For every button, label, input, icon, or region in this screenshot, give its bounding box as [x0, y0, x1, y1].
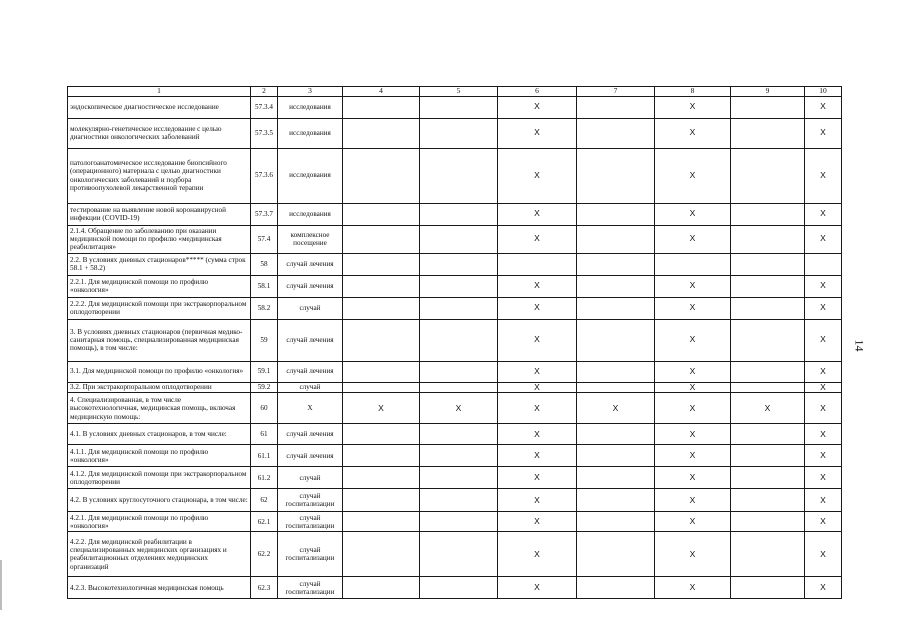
value-cell-col7: [577, 467, 655, 489]
value-cell-col5: [420, 118, 498, 148]
row-name-cell: эндоскопическое диагностическое исследование: [68, 96, 251, 118]
value-cell-col9: X: [731, 393, 805, 424]
value-cell-col4: [343, 512, 420, 532]
value-cell-col8: X: [655, 319, 731, 361]
value-cell-col7: [577, 577, 655, 599]
row-code-cell: 58.2: [251, 297, 278, 319]
column-header: 5: [420, 87, 498, 97]
column-header: 10: [805, 87, 842, 97]
value-cell-col6: X: [498, 96, 577, 118]
value-cell-col7: [577, 225, 655, 253]
value-cell-col5: X: [420, 393, 498, 424]
value-cell-col10: X: [805, 393, 842, 424]
value-cell-col8: X: [655, 424, 731, 445]
value-cell-col8: X: [655, 489, 731, 512]
value-cell-col8: X: [655, 445, 731, 467]
column-header: 2: [251, 87, 278, 97]
value-cell-col10: X: [805, 148, 842, 203]
row-name-cell: тестирование на выявление новой коронавирусной инфекции (COVID-19): [68, 203, 251, 225]
value-cell-col9: [731, 96, 805, 118]
value-cell-col10: X: [805, 467, 842, 489]
row-unit-cell: случай лечения: [278, 253, 343, 275]
column-header: 8: [655, 87, 731, 97]
row-unit-cell: случай лечения: [278, 361, 343, 382]
value-cell-col9: [731, 512, 805, 532]
value-cell-col7: [577, 253, 655, 275]
row-unit-cell: случай госпитализации: [278, 512, 343, 532]
row-unit-cell: X: [278, 393, 343, 424]
value-cell-col10: X: [805, 445, 842, 467]
row-name-cell: 4.1. В условиях дневных стационаров, в том числе:: [68, 424, 251, 445]
value-cell-col10: X: [805, 225, 842, 253]
value-cell-col10: X: [805, 275, 842, 297]
value-cell-col7: X: [577, 393, 655, 424]
value-cell-col10: X: [805, 297, 842, 319]
row-unit-cell: исследования: [278, 148, 343, 203]
value-cell-col10: X: [805, 382, 842, 393]
value-cell-col9: [731, 203, 805, 225]
value-cell-col4: [343, 297, 420, 319]
row-code-cell: 62.2: [251, 532, 278, 577]
column-header: 7: [577, 87, 655, 97]
value-cell-col9: [731, 382, 805, 393]
value-cell-col8: X: [655, 96, 731, 118]
column-number-row: [68, 87, 842, 97]
value-cell-col7: [577, 275, 655, 297]
row-code-cell: 62.1: [251, 512, 278, 532]
value-cell-col7: [577, 445, 655, 467]
value-cell-col4: [343, 118, 420, 148]
value-cell-col5: [420, 424, 498, 445]
value-cell-col8: X: [655, 225, 731, 253]
row-code-cell: 61.1: [251, 445, 278, 467]
value-cell-col5: [420, 445, 498, 467]
row-code-cell: 59.2: [251, 382, 278, 393]
value-cell-col5: [420, 361, 498, 382]
table-row: [68, 148, 842, 203]
row-unit-cell: случай лечения: [278, 319, 343, 361]
value-cell-col4: [343, 148, 420, 203]
value-cell-col7: [577, 361, 655, 382]
value-cell-col10: X: [805, 361, 842, 382]
row-name-cell: молекулярно-генетическое исследование с целью диагностики онкологических заболеваний: [68, 118, 251, 148]
value-cell-col6: X: [498, 203, 577, 225]
value-cell-col9: [731, 118, 805, 148]
value-cell-col6: X: [498, 148, 577, 203]
row-unit-cell: случай: [278, 467, 343, 489]
value-cell-col7: [577, 118, 655, 148]
value-cell-col7: [577, 532, 655, 577]
value-cell-col9: [731, 361, 805, 382]
value-cell-col7: [577, 297, 655, 319]
scan-edge-mark: [0, 560, 2, 610]
table-row: [68, 512, 842, 532]
value-cell-col10: X: [805, 96, 842, 118]
table-row: [68, 96, 842, 118]
value-cell-col6: [498, 253, 577, 275]
value-cell-col6: X: [498, 489, 577, 512]
table-row: [68, 297, 842, 319]
row-code-cell: 60: [251, 393, 278, 424]
value-cell-col4: [343, 275, 420, 297]
row-name-cell: 2.2.2. Для медицинской помощи при экстракорпоральном оплодотворении: [68, 297, 251, 319]
value-cell-col4: [343, 319, 420, 361]
row-name-cell: 4.1.1. Для медицинской помощи по профилю «онкология»: [68, 445, 251, 467]
column-header: 4: [343, 87, 420, 97]
value-cell-col6: X: [498, 577, 577, 599]
table-row: [68, 424, 842, 445]
value-cell-col9: [731, 225, 805, 253]
value-cell-col8: X: [655, 382, 731, 393]
value-cell-col4: [343, 467, 420, 489]
column-header: 1: [68, 87, 251, 97]
value-cell-col4: [343, 489, 420, 512]
value-cell-col5: [420, 203, 498, 225]
value-cell-col5: [420, 577, 498, 599]
value-cell-col10: X: [805, 512, 842, 532]
value-cell-col4: [343, 361, 420, 382]
value-cell-col8: X: [655, 361, 731, 382]
row-unit-cell: случай лечения: [278, 445, 343, 467]
table-row: [68, 319, 842, 361]
value-cell-col9: [731, 148, 805, 203]
value-cell-col9: [731, 319, 805, 361]
value-cell-col7: [577, 96, 655, 118]
value-cell-col4: [343, 203, 420, 225]
column-header: 3: [278, 87, 343, 97]
row-name-cell: патологоанатомическое исследование биопсийного (операционного) материала с целью диагностики онкологических заболеваний и подбора противоопухолевой лекарственной терапии: [68, 148, 251, 203]
value-cell-col8: X: [655, 118, 731, 148]
value-cell-col8: X: [655, 203, 731, 225]
value-cell-col4: [343, 96, 420, 118]
table-row: [68, 393, 842, 424]
table-row: [68, 203, 842, 225]
value-cell-col4: [343, 532, 420, 577]
value-cell-col8: X: [655, 512, 731, 532]
value-cell-col10: [805, 253, 842, 275]
value-cell-col5: [420, 467, 498, 489]
value-cell-col8: X: [655, 467, 731, 489]
row-code-cell: 59: [251, 319, 278, 361]
row-unit-cell: случай: [278, 382, 343, 393]
value-cell-col9: [731, 445, 805, 467]
table-row: [68, 532, 842, 577]
value-cell-col4: [343, 225, 420, 253]
value-cell-col5: [420, 225, 498, 253]
column-header: 9: [731, 87, 805, 97]
row-code-cell: 58: [251, 253, 278, 275]
value-cell-col7: [577, 319, 655, 361]
value-cell-col7: [577, 203, 655, 225]
value-cell-col5: [420, 489, 498, 512]
row-name-cell: 4. Специализированная, в том числе высокотехнологичная, медицинская помощь, включая медицинскую помощь:: [68, 393, 251, 424]
value-cell-col6: X: [498, 393, 577, 424]
row-unit-cell: случай госпитализации: [278, 532, 343, 577]
value-cell-col8: [655, 253, 731, 275]
row-unit-cell: случай госпитализации: [278, 577, 343, 599]
value-cell-col6: X: [498, 424, 577, 445]
value-cell-col8: X: [655, 275, 731, 297]
row-unit-cell: исследования: [278, 96, 343, 118]
value-cell-col5: [420, 253, 498, 275]
row-code-cell: 61: [251, 424, 278, 445]
value-cell-col6: X: [498, 118, 577, 148]
row-name-cell: 3.2. При экстракорпоральном оплодотворении: [68, 382, 251, 393]
value-cell-col6: X: [498, 225, 577, 253]
value-cell-col8: X: [655, 577, 731, 599]
row-code-cell: 57.3.5: [251, 118, 278, 148]
row-name-cell: 3.1. Для медицинской помощи по профилю «онкология»: [68, 361, 251, 382]
value-cell-col7: [577, 424, 655, 445]
row-name-cell: 2.2.1. Для медицинской помощи по профилю «онкология»: [68, 275, 251, 297]
value-cell-col9: [731, 467, 805, 489]
value-cell-col6: X: [498, 467, 577, 489]
row-name-cell: 4.2. В условиях круглосуточного стационара, в том числе:: [68, 489, 251, 512]
value-cell-col10: X: [805, 532, 842, 577]
value-cell-col8: X: [655, 532, 731, 577]
table-row: [68, 275, 842, 297]
value-cell-col10: X: [805, 118, 842, 148]
value-cell-col9: [731, 489, 805, 512]
table-row: [68, 445, 842, 467]
value-cell-col6: X: [498, 319, 577, 361]
value-cell-col7: [577, 148, 655, 203]
row-name-cell: 2.1.4. Обращение по заболеванию при оказании медицинской помощи по профилю «медицинская реабилитация»: [68, 225, 251, 253]
table-row: [68, 467, 842, 489]
value-cell-col4: [343, 577, 420, 599]
value-cell-col9: [731, 532, 805, 577]
row-code-cell: 57.3.6: [251, 148, 278, 203]
value-cell-col8: X: [655, 393, 731, 424]
value-cell-col10: X: [805, 319, 842, 361]
row-code-cell: 62: [251, 489, 278, 512]
row-code-cell: 62.3: [251, 577, 278, 599]
value-cell-col7: [577, 489, 655, 512]
value-cell-col5: [420, 512, 498, 532]
value-cell-col4: [343, 382, 420, 393]
value-cell-col6: X: [498, 297, 577, 319]
value-cell-col5: [420, 532, 498, 577]
row-name-cell: 4.2.2. Для медицинской реабилитации в специализированных медицинских организациях и реабилитационных отделениях медицинских организаций: [68, 532, 251, 577]
value-cell-col7: [577, 382, 655, 393]
row-name-cell: 4.1.2. Для медицинской помощи при экстракорпоральном оплодотворении: [68, 467, 251, 489]
value-cell-col8: X: [655, 148, 731, 203]
value-cell-col10: X: [805, 424, 842, 445]
value-cell-col9: [731, 275, 805, 297]
value-cell-col9: [731, 577, 805, 599]
table-row: [68, 577, 842, 599]
row-unit-cell: случай лечения: [278, 275, 343, 297]
value-cell-col6: X: [498, 361, 577, 382]
value-cell-col5: [420, 148, 498, 203]
value-cell-col5: [420, 96, 498, 118]
table-row: [68, 253, 842, 275]
row-code-cell: 57.4: [251, 225, 278, 253]
data-table: [67, 86, 842, 599]
value-cell-col5: [420, 382, 498, 393]
table-row: [68, 118, 842, 148]
row-code-cell: 58.1: [251, 275, 278, 297]
table-row: [68, 382, 842, 393]
value-cell-col6: X: [498, 532, 577, 577]
value-cell-col10: X: [805, 203, 842, 225]
value-cell-col4: [343, 253, 420, 275]
row-name-cell: 2.2. В условиях дневных стационаров***** (сумма строк 58.1 + 58.2): [68, 253, 251, 275]
row-unit-cell: исследования: [278, 118, 343, 148]
value-cell-col4: [343, 424, 420, 445]
row-name-cell: 4.2.1. Для медицинской помощи по профилю «онкология»: [68, 512, 251, 532]
value-cell-col7: [577, 512, 655, 532]
row-name-cell: 4.2.3. Высокотехнологичная медицинская помощь: [68, 577, 251, 599]
value-cell-col9: [731, 297, 805, 319]
value-cell-col5: [420, 275, 498, 297]
value-cell-col5: [420, 319, 498, 361]
value-cell-col9: [731, 424, 805, 445]
value-cell-col10: X: [805, 577, 842, 599]
page-number: 14: [852, 339, 867, 352]
value-cell-col5: [420, 297, 498, 319]
row-code-cell: 57.3.7: [251, 203, 278, 225]
row-unit-cell: случай госпитализации: [278, 489, 343, 512]
row-code-cell: 59.1: [251, 361, 278, 382]
row-unit-cell: случай: [278, 297, 343, 319]
row-unit-cell: случай лечения: [278, 424, 343, 445]
value-cell-col4: [343, 445, 420, 467]
row-code-cell: 61.2: [251, 467, 278, 489]
value-cell-col8: X: [655, 297, 731, 319]
row-name-cell: 3. В условиях дневных стационаров (первичная медико-санитарная помощь, специализированная медицинская помощь), в том числе:: [68, 319, 251, 361]
value-cell-col4: X: [343, 393, 420, 424]
value-cell-col9: [731, 253, 805, 275]
row-unit-cell: исследования: [278, 203, 343, 225]
value-cell-col6: X: [498, 445, 577, 467]
row-code-cell: 57.3.4: [251, 96, 278, 118]
table-row: [68, 489, 842, 512]
value-cell-col10: X: [805, 489, 842, 512]
value-cell-col6: X: [498, 512, 577, 532]
value-cell-col6: X: [498, 382, 577, 393]
table-row: [68, 361, 842, 382]
table-row: [68, 225, 842, 253]
row-unit-cell: комплексное посещение: [278, 225, 343, 253]
value-cell-col6: X: [498, 275, 577, 297]
column-header: 6: [498, 87, 577, 97]
